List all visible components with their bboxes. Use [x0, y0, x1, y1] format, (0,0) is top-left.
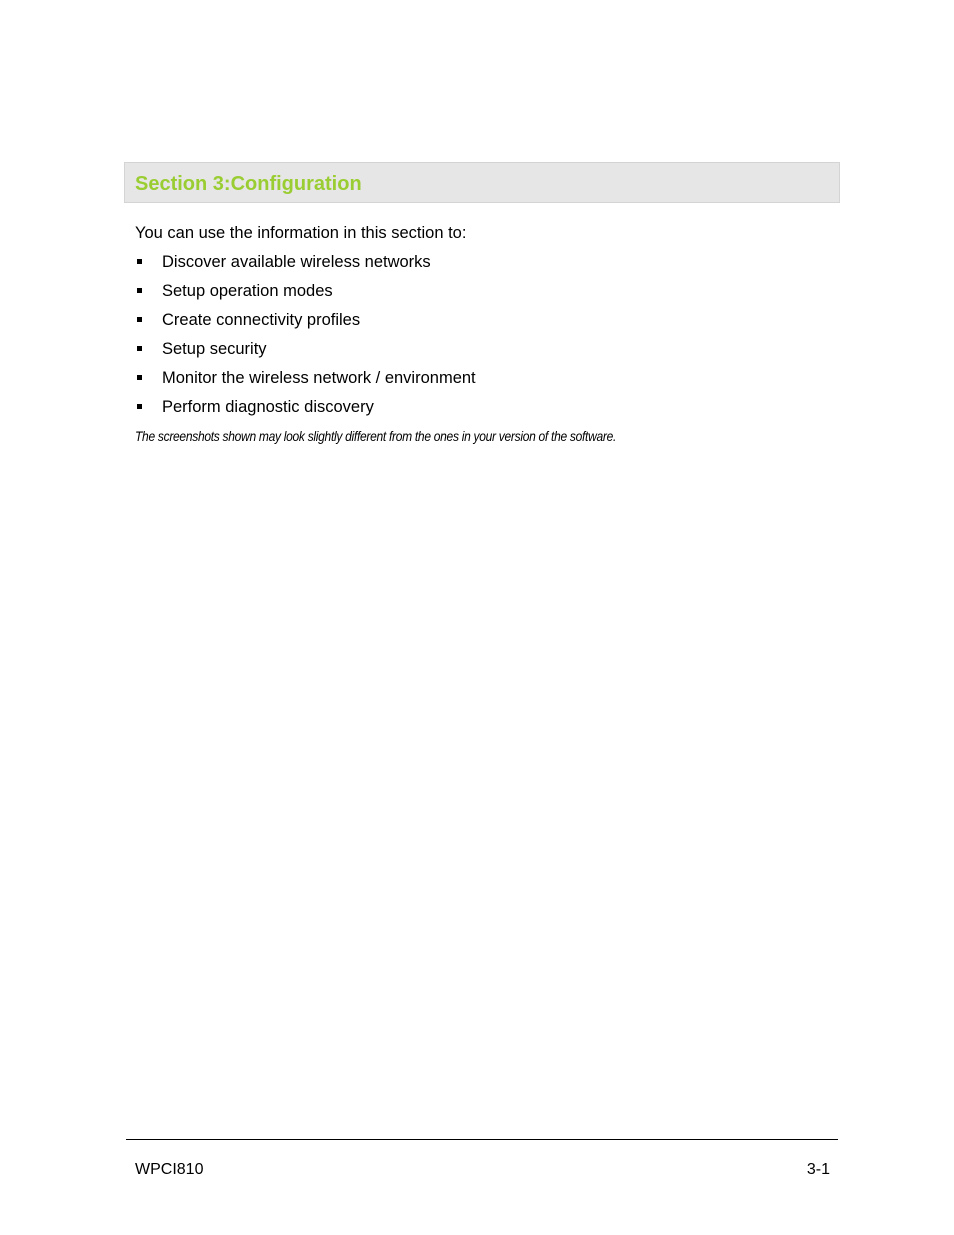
square-bullet-icon	[137, 259, 142, 264]
square-bullet-icon	[137, 404, 142, 409]
list-item-text: Create connectivity profiles	[162, 311, 361, 329]
section-header-bar	[124, 162, 840, 203]
square-bullet-icon	[137, 346, 142, 351]
footer-product-name: WPCI810	[135, 1161, 204, 1178]
square-bullet-icon	[137, 375, 142, 380]
intro-paragraph: You can use the information in this section to:	[135, 224, 467, 242]
square-bullet-icon	[137, 288, 142, 293]
footer-page-number: 3-1	[806, 1161, 830, 1178]
list-item-text: Discover available wireless networks	[162, 253, 431, 271]
list-item-text: Setup operation modes	[162, 282, 333, 300]
screenshot-note: The screenshots shown may look slightly different from the ones in your version of the software.	[135, 428, 617, 444]
list-item-text: Perform diagnostic discovery	[162, 398, 374, 416]
footer-divider	[126, 1139, 838, 1140]
list-item-text: Monitor the wireless network / environment	[162, 369, 476, 387]
square-bullet-icon	[137, 317, 142, 322]
list-item-text: Setup security	[162, 340, 267, 358]
section-title: Section 3:Configuration	[135, 173, 362, 195]
